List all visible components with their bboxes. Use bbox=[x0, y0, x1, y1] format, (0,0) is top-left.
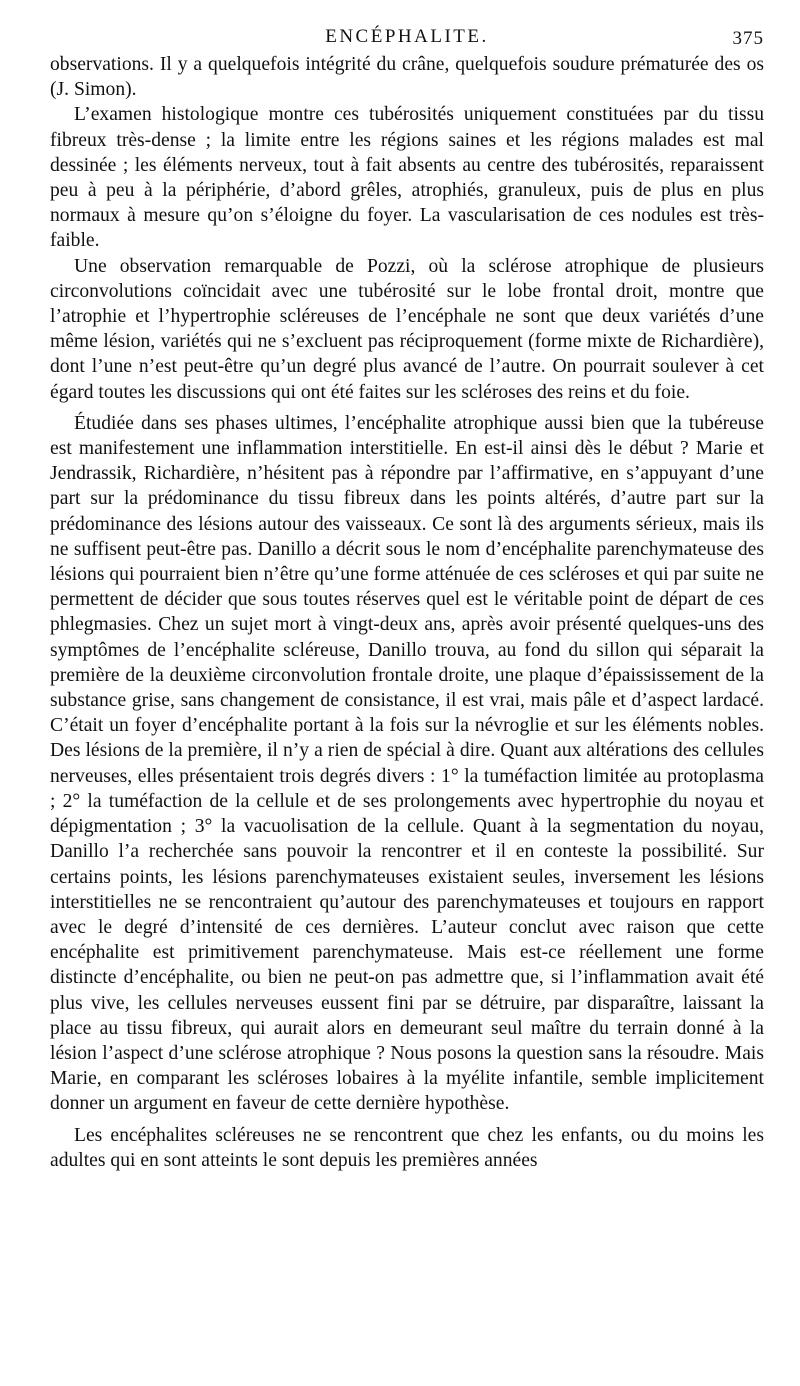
paragraph-continuation: observations. Il y a quelquefois intégrité du crâne, quelquefois soudure prématurée des os (J. Simon). bbox=[50, 54, 764, 101]
paragraph-histology: L’examen histologique montre ces tubérosités uniquement constituées par du tissu fibreux très-dense ; la limite entre les régions saines et les régions malades est mal dessinée ; les éléments nerveux, tout à fait absents au centre des tubérosités, reparaissent peu à peu à la périphérie, d’abord grêles, atrophiés, granuleux, puis de plus en plus normaux à mesure qu’on s’éloigne du foyer. La vascularisation de ces nodules est très-faible. bbox=[50, 104, 764, 252]
page-number: 375 bbox=[732, 28, 764, 49]
paragraph-pathogenesis: Étudiée dans ses phases ultimes, l’encéphalite atrophique aussi bien que la tubéreuse est manifestement une inflammation interstitielle. En est-il ainsi dès le début ? Marie et Jendrassik, Richardière, n’hésitent pas à répondre par l’affirmative, en s’appuyant d’une part sur la prédominance du tissu fibreux dans les points altérés, d’autre part sur la prédominance des lésions autour des vaisseaux. Ce sont là des arguments sérieux, mais ils ne suffisent peut-être pas. Danillo a décrit sous le nom d’encéphalite parenchymateuse des lésions qui pourraient bien n’être qu’une forme atténuée de ces scléroses et qui par suite ne permettent de décider que sous toutes réserves quel est le véritable point de départ de ces phlegmasies. Chez un sujet mort à vingt-deux ans, après avoir présenté quelques-uns des symptômes de l’encéphalite scléreuse, Danillo trouva, au fond du sillon qui séparait la première de la deuxième circonvolution frontale droite, une plaque d’épaississement de la substance grise, sans changement de consistance, il est vrai, mais pâle et d’aspect lardacé. C’était un foyer d’encéphalite portant à la fois sur la névroglie et sur les éléments nobles. Des lésions de la première, il n’y a rien de spécial à dire. Quant aux altérations des cellules nerveuses, elles présentaient trois degrés divers : 1° la tuméfaction limitée au protoplasma ; 2° la tuméfaction de la cellule et de ses prolongements avec hypertrophie du noyau et dépigmentation ; 3° la vacuolisation de la cellule. Quant à la segmentation du noyau, Danillo l’a recherchée sans pouvoir la rencontrer et il en conteste la possibilité. Sur certains points, les lésions parenchymateuses existaient seules, inversement les lésions interstitielles ne se rencontraient qu’autour des parenchymateuses et toujours en rapport avec le degré d’intensité de ces dernières. L’auteur conclut avec raison que cette encéphalite est primitivement parenchymateuse. Mais est-ce réellement une forme distincte d’encéphalite, ou bien ne peut-on pas admettre que, si l’inflammation avait été plus vive, les cellules nerveuses eussent fini par se détruire, par disparaître, laissant la place au tissu fibreux, qui aurait alors en demeurant seul maître du terrain donné à la lésion l’aspect d’une sclérose atrophique ? Nous posons la question sans la résoudre. Mais Marie, en comparant les scléroses lobaires à la myélite infantile, semble implicitement donner un argument en faveur de cette dernière hypothèse. bbox=[50, 412, 764, 1115]
paragraph-pozzi-observation: Une observation remarquable de Pozzi, où la sclérose atrophique de plusieurs circonvolutions coïncidait avec une tubérosité sur le lobe frontal droit, montre que l’atrophie et l’hypertrophie scléreuses de l’encéphale ne sont que deux variétés d’une même lésion, variétés qui ne s’excluent pas réciproquement (forme mixte de Richardière), dont l’une n’est peut-être qu’un degré plus avancé de l’autre. On pourrait soulever à cet égard toutes les discussions qui ont été faites sur les scléroses des reins et du foie. bbox=[50, 255, 764, 403]
page-body bbox=[50, 52, 764, 1173]
paragraph-age-incidence: Les encéphalites scléreuses ne se rencontrent que chez les enfants, ou du moins les adultes qui en sont atteints le sont depuis les premières années bbox=[50, 1124, 764, 1171]
running-header bbox=[50, 22, 764, 52]
running-title: ENCÉPHALITE. bbox=[325, 26, 489, 47]
